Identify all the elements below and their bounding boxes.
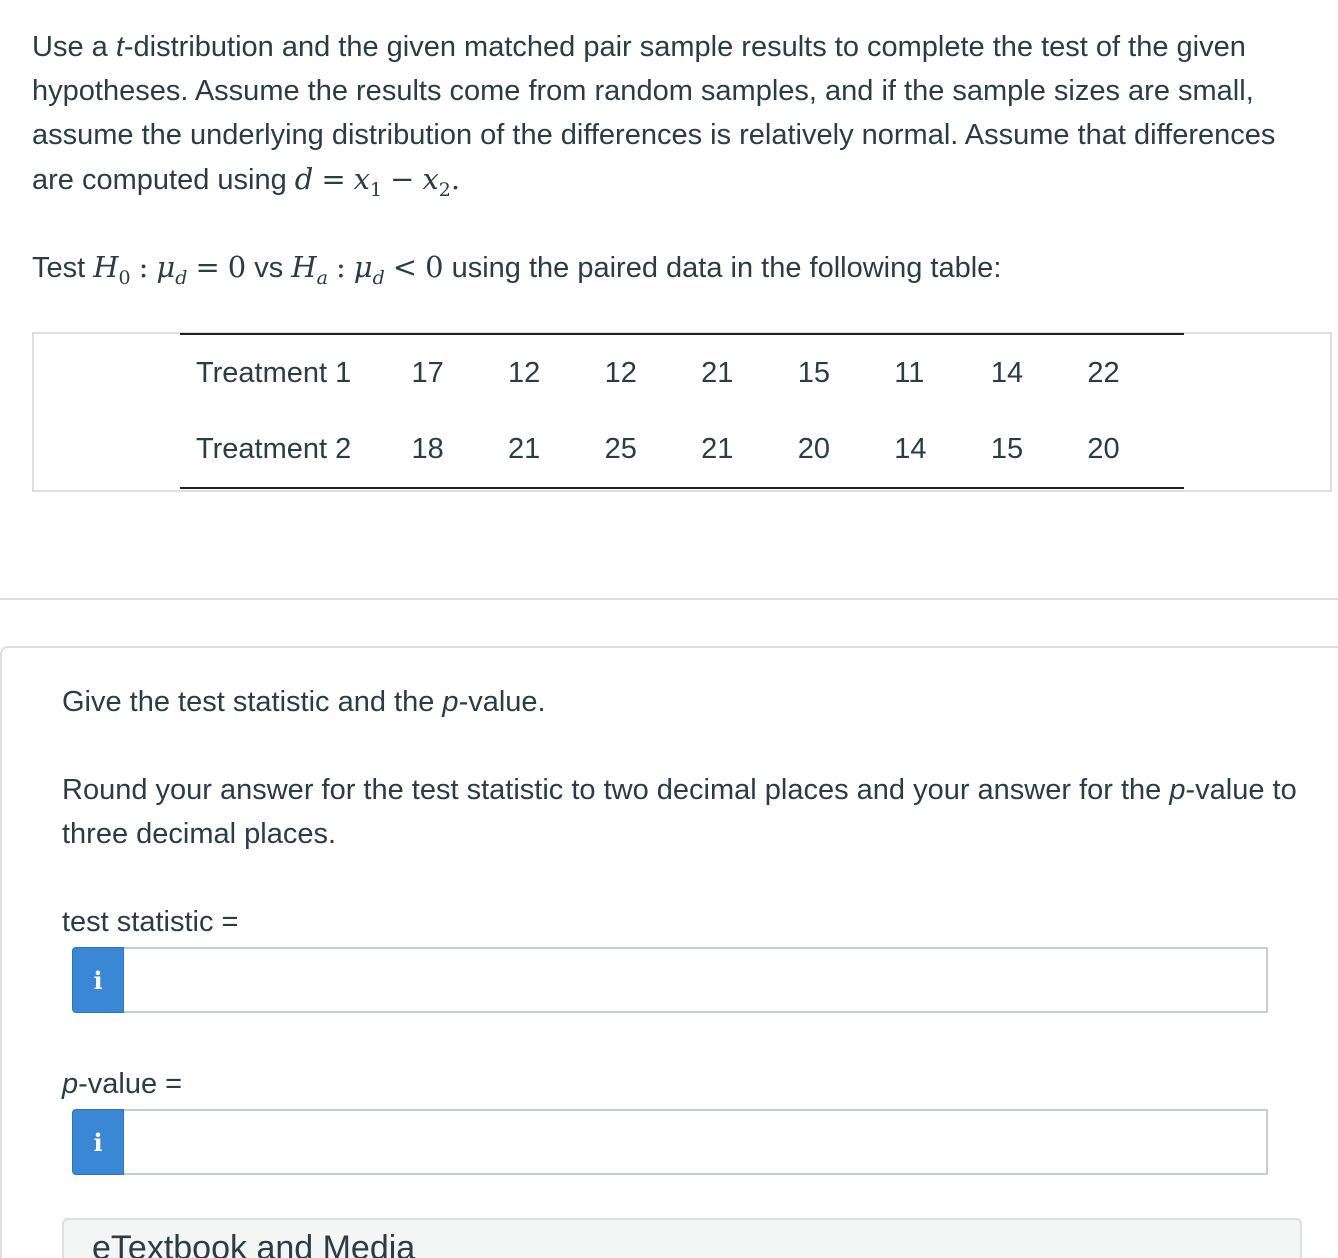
- row-label: Treatment 1: [196, 356, 352, 389]
- answer-prompt: Give the test statistic and the p-value.: [62, 686, 546, 718]
- etextbook-label: eTextbook and Media: [92, 1229, 416, 1258]
- test-statistic-row: [72, 947, 1268, 1013]
- p-value-row: [72, 1109, 1268, 1175]
- p-value-label: p-value =: [62, 1068, 183, 1100]
- p-value-input[interactable]: [124, 1109, 1268, 1175]
- row-label: Treatment 2: [196, 432, 352, 465]
- table-cell: 17: [411, 356, 444, 389]
- difference-formula: $d = x_1 - x_2$.: [294, 162, 461, 201]
- table-cell: 22: [1087, 356, 1120, 389]
- table-cell: 15: [990, 432, 1024, 465]
- table-row-treatment-1: [180, 334, 1184, 411]
- table-cell: 21: [508, 432, 541, 465]
- table-cell: 15: [797, 356, 830, 389]
- paired-data-table: [180, 333, 1184, 489]
- table-cell: 21: [701, 356, 734, 389]
- test-statistic-input[interactable]: [124, 947, 1268, 1013]
- table-cell: 18: [411, 432, 444, 465]
- rounding-instructions: Round your answer for the test statistic to two decimal places and your answer for the p-value to three decimal places.: [62, 774, 1297, 850]
- table-cell: 12: [604, 356, 637, 389]
- test-statistic-label: test statistic =: [62, 906, 239, 938]
- etextbook-and-media-toggle[interactable]: [62, 1218, 1302, 1258]
- table-cell: 20: [797, 432, 830, 465]
- table-cell: 21: [701, 432, 734, 465]
- hypothesis-statement: Test $H_0$ : $\mu_d = 0$ vs $H_a$ : $\mu_d < 0$ using the paired data in the following table:: [32, 250, 1002, 289]
- table-cell: 14: [894, 432, 927, 465]
- table-cell: 12: [508, 356, 541, 389]
- table-row-treatment-2: [180, 411, 1184, 488]
- question-intro: Use a t-distribution and the given matched pair sample results to complete the test of the given hypotheses. Assume the results come from random samples, and if the sample sizes are small, assume the underlying distribution of the differences is relatively normal. Assume that differences are computed using $d = x_1 - x_2$.: [32, 31, 1276, 201]
- table-cell: 14: [990, 356, 1024, 389]
- info-icon[interactable]: i: [72, 1109, 124, 1175]
- table-cell: 20: [1087, 432, 1120, 465]
- table-cell: 11: [894, 356, 925, 389]
- table-cell: 25: [604, 432, 637, 465]
- info-icon[interactable]: i: [72, 947, 124, 1013]
